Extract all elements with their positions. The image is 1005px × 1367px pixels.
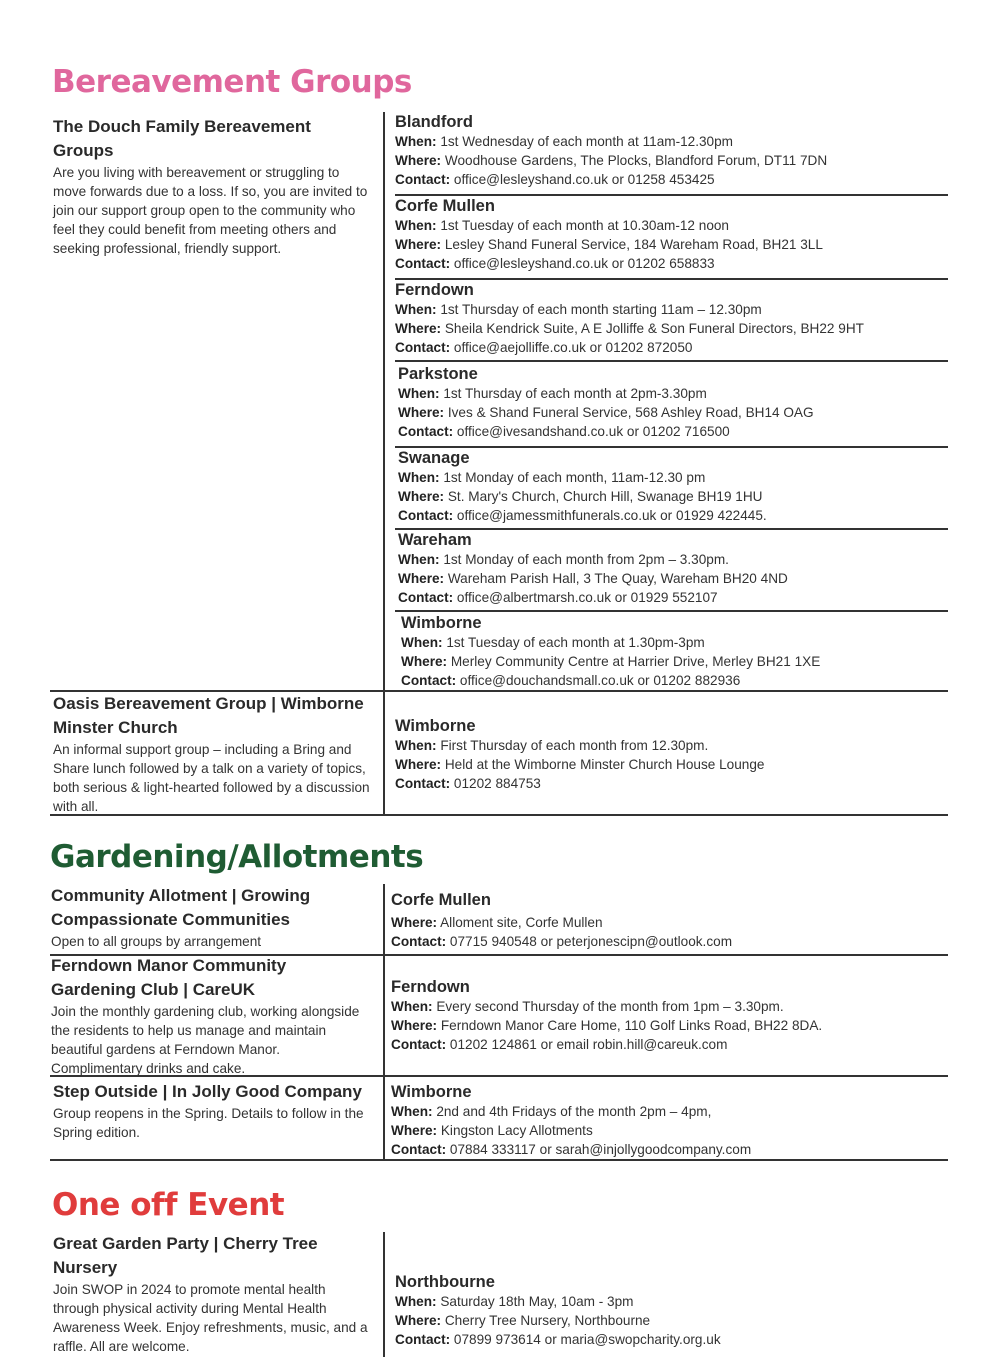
section-title-bereavement: Bereavement Groups [52, 64, 412, 100]
bereavement-row-douch [50, 112, 948, 692]
when-value: 2nd and 4th Fridays of the month 2pm – 4pm, [436, 1104, 712, 1119]
contact-label: Contact: [395, 776, 451, 791]
location-name: Ferndown [395, 281, 474, 299]
when-value: 1st Tuesday of each month at 10.30am-12 noon [440, 218, 729, 233]
group-description: Are you living with bereavement or struggling to move forwards due to a loss. If so, you are invited to join our support group open to the community who feel they could benefit from meeting others and seeking professional, friendly support. [53, 165, 368, 256]
when-value: Every second Thursday of the month from 1pm – 3.30pm. [436, 999, 784, 1014]
group-description: Join SWOP in 2024 to promote mental health through physical activity during Mental Health Awareness Week. Enjoy refreshments, music, and a raffle. All are welcome. [53, 1282, 368, 1354]
contact-label: Contact: [398, 424, 454, 439]
contact-label: Contact: [398, 508, 454, 523]
when-label: When: [391, 1104, 433, 1119]
column-divider [383, 956, 385, 1075]
where-label: Where: [398, 571, 445, 586]
where-label: Where: [401, 654, 448, 669]
when-label: When: [398, 552, 440, 567]
where-label: Where: [395, 321, 442, 336]
where-value: Kingston Lacy Allotments [440, 1123, 593, 1138]
contact-value: office@douchandsmall.co.uk or 01202 882936 [459, 673, 741, 688]
location-corfe-mullen [395, 196, 948, 280]
when-value: 1st Monday of each month, 11am-12.30 pm [443, 470, 706, 485]
group-name: Great Garden Party | Cherry Tree Nursery [53, 1234, 318, 1277]
where-label: Where: [395, 237, 442, 252]
contact-value: 07715 940548 or peterjonescipn@outlook.com [449, 934, 733, 949]
when-value: Saturday 18th May, 10am - 3pm [440, 1294, 634, 1309]
group-description: An informal support group – including a Bring and Share lunch followed by a talk on a variety of topics, both serious & light-hearted followed by a discussion with all. [53, 742, 370, 814]
location-ferndown-manor [391, 977, 948, 1054]
contact-value: office@ivesandshand.co.uk or 01202 716500 [456, 424, 730, 439]
location-name: Wimborne [401, 614, 482, 632]
column-divider [383, 1232, 385, 1357]
gardening-row-ferndown-manor [50, 956, 948, 1077]
where-value: Held at the Wimborne Minster Church House Lounge [444, 757, 765, 772]
when-label: When: [395, 218, 437, 233]
gardening-row-step-outside [50, 1077, 948, 1161]
contact-value: office@lesleyshand.co.uk or 01202 658833 [453, 256, 715, 271]
location-parkstone [395, 364, 948, 448]
where-label: Where: [391, 1123, 438, 1138]
group-name: Oasis Bereavement Group | Wimborne Minster Church [53, 694, 364, 737]
column-divider [383, 884, 385, 954]
oneoff-row-garden-party [50, 1232, 948, 1357]
contact-label: Contact: [401, 673, 457, 688]
where-value: Alloment site, Corfe Mullen [440, 915, 603, 930]
where-value: Woodhouse Gardens, The Plocks, Blandford Forum, DT11 7DN [444, 153, 828, 168]
group-name: The Douch Family Bereavement Groups [53, 117, 311, 160]
contact-value: 01202 884753 [453, 776, 541, 791]
contact-label: Contact: [395, 340, 451, 355]
when-value: 1st Thursday of each month starting 11am – 12.30pm [440, 302, 762, 317]
bereavement-row-oasis [50, 692, 948, 816]
when-label: When: [398, 386, 440, 401]
when-label: When: [395, 1294, 437, 1309]
when-label: When: [401, 635, 443, 650]
contact-value: office@aejolliffe.co.uk or 01202 872050 [453, 340, 693, 355]
contact-value: office@albertmarsh.co.uk or 01929 552107 [456, 590, 718, 605]
location-name: Corfe Mullen [395, 197, 495, 215]
where-value: St. Mary's Church, Church Hill, Swanage BH19 1HU [447, 489, 763, 504]
location-wareham [395, 530, 948, 612]
section-title-oneoff: One off Event [52, 1187, 285, 1223]
location-name: Wimborne [391, 1083, 472, 1101]
contact-label: Contact: [395, 256, 451, 271]
when-label: When: [395, 134, 437, 149]
contact-label: Contact: [391, 934, 447, 949]
contact-label: Contact: [391, 1037, 447, 1052]
where-value: Ives & Shand Funeral Service, 568 Ashley Road, BH14 OAG [447, 405, 814, 420]
location-name: Parkstone [398, 365, 478, 383]
when-value: 1st Tuesday of each month at 1.30pm-3pm [446, 635, 705, 650]
where-label: Where: [391, 1018, 438, 1033]
section-title-gardening: Gardening/Allotments [50, 839, 424, 875]
when-value: 1st Monday of each month from 2pm – 3.30pm. [443, 552, 729, 567]
location-wimborne-minster [395, 716, 948, 793]
location-blandford [395, 112, 948, 196]
when-label: When: [395, 738, 437, 753]
contact-value: office@lesleyshand.co.uk or 01258 453425 [453, 172, 715, 187]
where-label: Where: [398, 405, 445, 420]
when-value: First Thursday of each month from 12.30pm. [440, 738, 709, 753]
where-value: Lesley Shand Funeral Service, 184 Wareham Road, BH21 3LL [444, 237, 823, 252]
group-name: Step Outside | In Jolly Good Company [53, 1082, 362, 1101]
when-label: When: [398, 470, 440, 485]
where-value: Wareham Parish Hall, 3 The Quay, Wareham BH20 4ND [447, 571, 788, 586]
location-northbourne [395, 1272, 948, 1349]
contact-value: 07884 333117 or sarah@injollygoodcompany.com [449, 1142, 752, 1157]
gardening-row-community-allotment [50, 884, 948, 956]
group-name: Community Allotment | Growing Compassionate Communities [51, 886, 311, 929]
where-value: Merley Community Centre at Harrier Drive, Merley BH21 1XE [450, 654, 821, 669]
contact-label: Contact: [395, 172, 451, 187]
location-ferndown [395, 280, 948, 362]
group-name: Ferndown Manor Community Gardening Club | CareUK [51, 956, 287, 999]
where-label: Where: [398, 489, 445, 504]
column-divider [383, 1077, 385, 1159]
location-name: Corfe Mullen [391, 891, 491, 909]
contact-label: Contact: [391, 1142, 447, 1157]
where-value: Cherry Tree Nursery, Northbourne [444, 1313, 651, 1328]
where-label: Where: [395, 153, 442, 168]
where-label: Where: [391, 915, 438, 930]
location-corfe-mullen-allotment [391, 890, 948, 951]
group-description: Join the monthly gardening club, working alongside the residents to help us manage and maintain beautiful gardens at Ferndown Manor. Complimentary drinks and cake. [51, 1004, 360, 1076]
where-value: Sheila Kendrick Suite, A E Jolliffe & Son Funeral Directors, BH22 9HT [444, 321, 864, 336]
location-name: Wimborne [395, 717, 476, 735]
location-name: Swanage [398, 449, 470, 467]
column-divider [383, 692, 385, 814]
column-divider [383, 112, 385, 690]
where-value: Ferndown Manor Care Home, 110 Golf Links Road, BH22 8DA. [440, 1018, 823, 1033]
contact-label: Contact: [398, 590, 454, 605]
contact-label: Contact: [395, 1332, 451, 1347]
location-name: Wareham [398, 531, 472, 549]
contact-value: 07899 973614 or maria@swopcharity.org.uk [453, 1332, 721, 1347]
group-description: Group reopens in the Spring. Details to follow in the Spring edition. [53, 1106, 364, 1140]
group-description: Open to all groups by arrangement [51, 934, 262, 949]
contact-value: 01202 124861 or email robin.hill@careuk.com [449, 1037, 728, 1052]
when-value: 1st Wednesday of each month at 11am-12.30pm [440, 134, 734, 149]
location-swanage [395, 448, 948, 530]
location-name: Northbourne [395, 1273, 495, 1291]
when-label: When: [391, 999, 433, 1014]
contact-value: office@jamessmithfunerals.co.uk or 01929 422445. [456, 508, 767, 523]
when-label: When: [395, 302, 437, 317]
location-wimborne-kingston-lacy [391, 1082, 948, 1159]
location-name: Blandford [395, 113, 473, 131]
where-label: Where: [395, 757, 442, 772]
when-value: 1st Thursday of each month at 2pm-3.30pm [443, 386, 707, 401]
location-name: Ferndown [391, 978, 470, 996]
location-wimborne [395, 613, 948, 689]
where-label: Where: [395, 1313, 442, 1328]
